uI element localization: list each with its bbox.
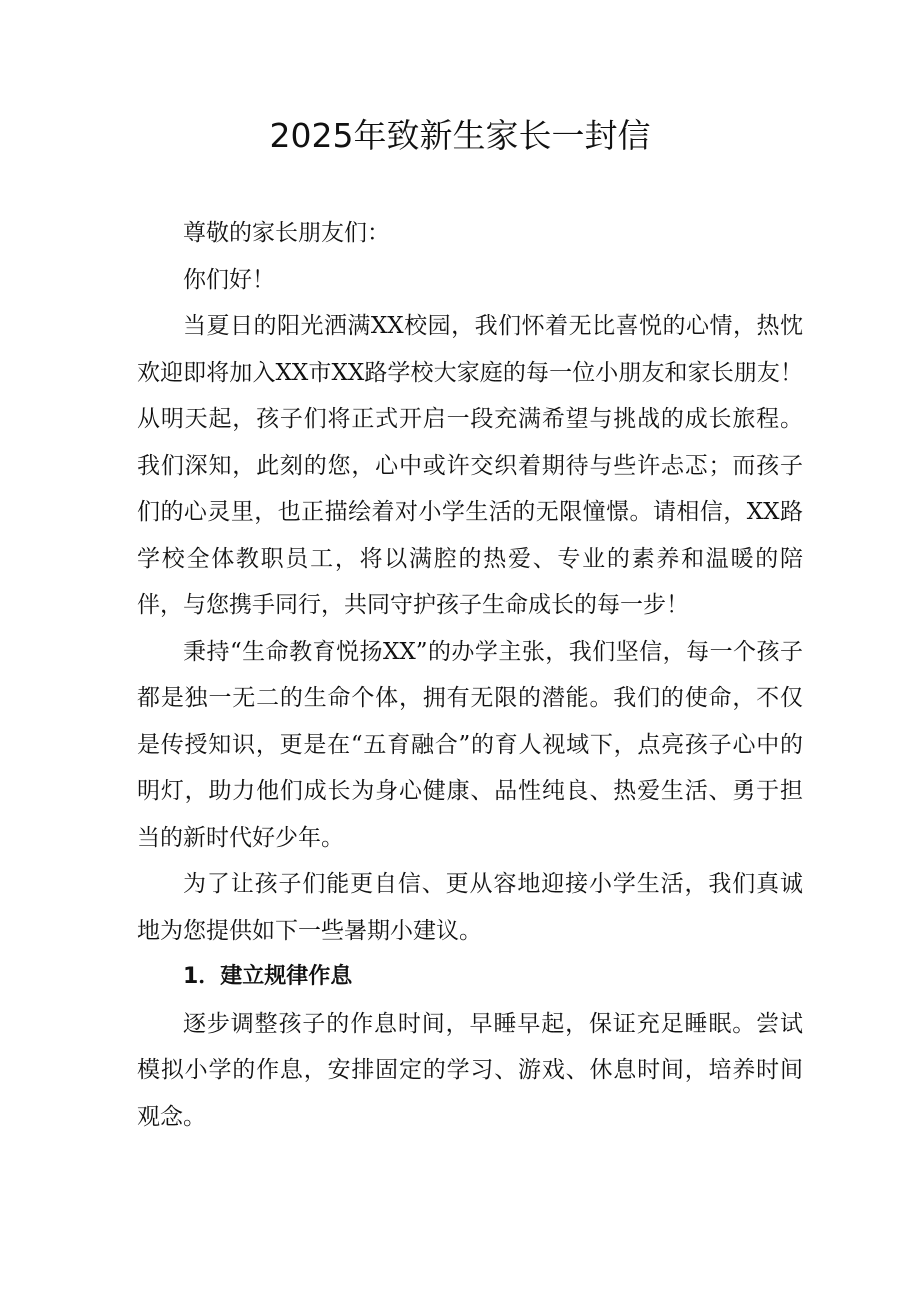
paragraph-philosophy: 秉持“生命教育悦扬XX”的办学主张，我们坚信，每一个孩子都是独一无二的生命个体，拥有无限的潜能。我们的使命，不仅是传授知识，更是在“五育融合”的育人视域下，点亮孩子心中的明灯，助力他们成长为身心健康、品性纯良、热爱生活、勇于担当的新时代好少年。 xyxy=(137,638,803,851)
letter-body xyxy=(137,210,803,1140)
salutation: 尊敬的家长朋友们： xyxy=(183,220,390,246)
paragraph-welcome: 当夏日的阳光洒满XX校园，我们怀着无比喜悦的心情，热忱欢迎即将加入XX市XX路学校大家庭的每一位小朋友和家长朋友！从明天起，孩子们将正式开启一段充满希望与挑战的成长旅程。我们深知，此刻的您，心中或许交织着期待与些许忐忑；而孩子们的心灵里，也正描绘着对小学生活的无限憧憬。请相信，XX路学校全体教职员工，将以满腔的热爱、专业的素养和温暖的陪伴，与您携手同行，共同守护孩子生命成长的每一步！ xyxy=(137,313,803,618)
document-title: 2025年致新生家长一封信 xyxy=(269,116,651,155)
section-heading: 1．建立规律作息 xyxy=(183,964,353,989)
greeting: 你们好！ xyxy=(183,266,275,293)
section-paragraph: 逐步调整孩子的作息时间，早睡早起，保证充足睡眠。尝试模拟小学的作息，安排固定的学习、游戏、休息时间，培养时间观念。 xyxy=(137,1010,803,1130)
paragraph-suggestions-intro: 为了让孩子们能更自信、更从容地迎接小学生活，我们真诚地为您提供如下一些暑期小建议。 xyxy=(137,871,803,944)
